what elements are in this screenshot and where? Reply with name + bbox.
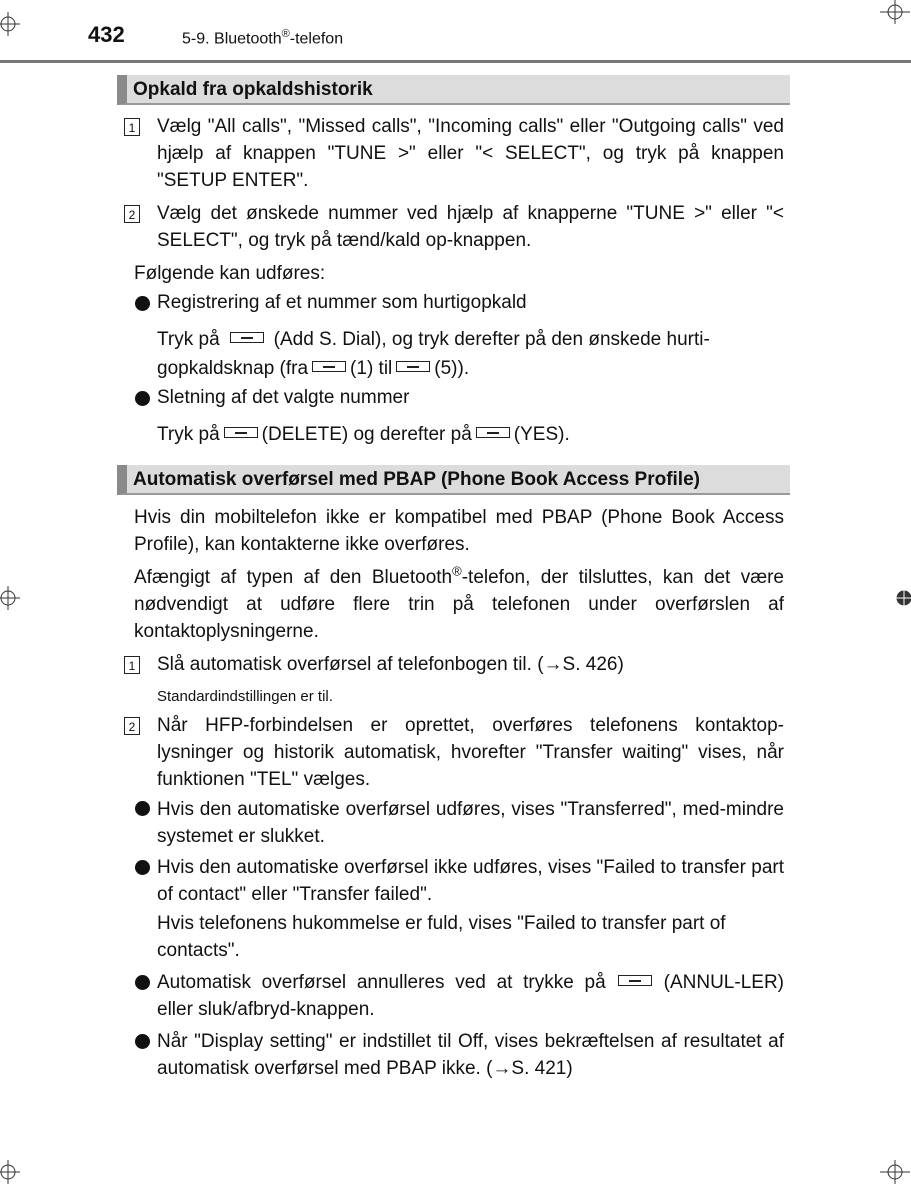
button-symbol-icon [618,975,652,986]
step-number: 2 [124,205,140,223]
step-number: 2 [124,717,140,735]
crosshair-registration-icon [0,1160,20,1184]
button-symbol-icon [476,427,510,438]
following-label: Følgende kan udføres: [134,263,326,284]
bullet-icon [135,860,150,875]
step-number: 1 [124,118,140,136]
section-heading-call-history: Opkald fra opkaldshistorik [117,75,790,105]
bullet-extra-text: Hvis telefonens hukommelse er fuld, vises "Failed to transfer part of contacts". [157,913,726,961]
page-header [0,0,911,62]
page-number: 432 [88,22,125,47]
chapter-title: 5-9. Bluetooth®-telefon [182,28,344,48]
bullet-title: Sletning af det valgte nummer [157,387,410,408]
step-text: Når HFP-forbindelsen er oprettet, overføres telefonens kontaktop-lysninger og historik automatisk, hvorefter "Transfer waiting" vises, når funktionen "TEL" vælges. [157,715,784,790]
bullet-title: Registrering af et nummer som hurtigopkald [157,292,527,313]
bullet-icon [135,975,150,990]
header-rule [0,60,911,63]
crosshair-registration-icon [880,0,910,24]
instruction-line: Tryk på (Add S. Dial), og tryk derefter på den ønskede hurti- [157,329,710,350]
bullet-text: Hvis den automatiske overførsel udføres, vises "Transferred", med-mindre systemet er slukket. [157,799,784,847]
step-text: Slå automatisk overførsel af telefonbogen til. (→S. 426) [157,654,624,675]
bullet-icon [135,1034,150,1049]
instruction-line: Tryk på (DELETE) og derefter på (YES). [157,424,570,445]
section-heading-pbap: Automatisk overførsel med PBAP (Phone Book Access Profile) [117,465,790,495]
paragraph: Hvis din mobiltelefon ikke er kompatibel med PBAP (Phone Book Access Profile), kan kontakterne ikke overføres. [134,507,784,555]
button-symbol-icon [396,361,430,372]
step-text: Vælg det ønskede nummer ved hjælp af knapperne "TUNE >" eller "< SELECT", og tryk på tænd/kald op-knappen. [157,203,784,251]
bullet-text: Hvis den automatiske overførsel ikke udføres, vises "Failed to transfer part of contact" eller "Transfer failed". [157,857,784,905]
step-text: Vælg "All calls", "Missed calls", "Incoming calls" eller "Outgoing calls" ved hjælp af knappen "TUNE >" eller "< SELECT", og tryk på knappen "SETUP ENTER". [157,116,784,191]
crosshair-registration-icon [0,586,20,610]
bullet-text: Automatisk overførsel annulleres ved at trykke på (ANNUL-LER) eller sluk/afbryd-knappen. [157,972,784,1020]
paragraph: Afængigt af typen af den Bluetooth®-telefon, der tilsluttes, kan det være nødvendigt at udføre flere trin på telefonen under overførslen af kontaktoplysningerne. [134,563,784,642]
crosshair-registration-icon [890,586,911,610]
crosshair-registration-icon [880,1160,910,1184]
button-symbol-icon [230,332,264,343]
button-symbol-icon [312,361,346,372]
bullet-text: Når "Display setting" er indstillet til Off, vises bekræftelsen af resultatet af automatisk overførsel med PBAP ikke. (→S. 421) [157,1031,784,1079]
bullet-icon [135,801,150,816]
bullet-icon [135,391,150,406]
instruction-line: gopkaldsknap (fra (1) til (5)). [157,358,470,379]
button-symbol-icon [224,427,258,438]
step-number: 1 [124,656,140,674]
step-note: Standardindstillingen er til. [157,688,333,705]
crosshair-registration-icon [0,12,20,36]
bullet-icon [135,296,150,311]
